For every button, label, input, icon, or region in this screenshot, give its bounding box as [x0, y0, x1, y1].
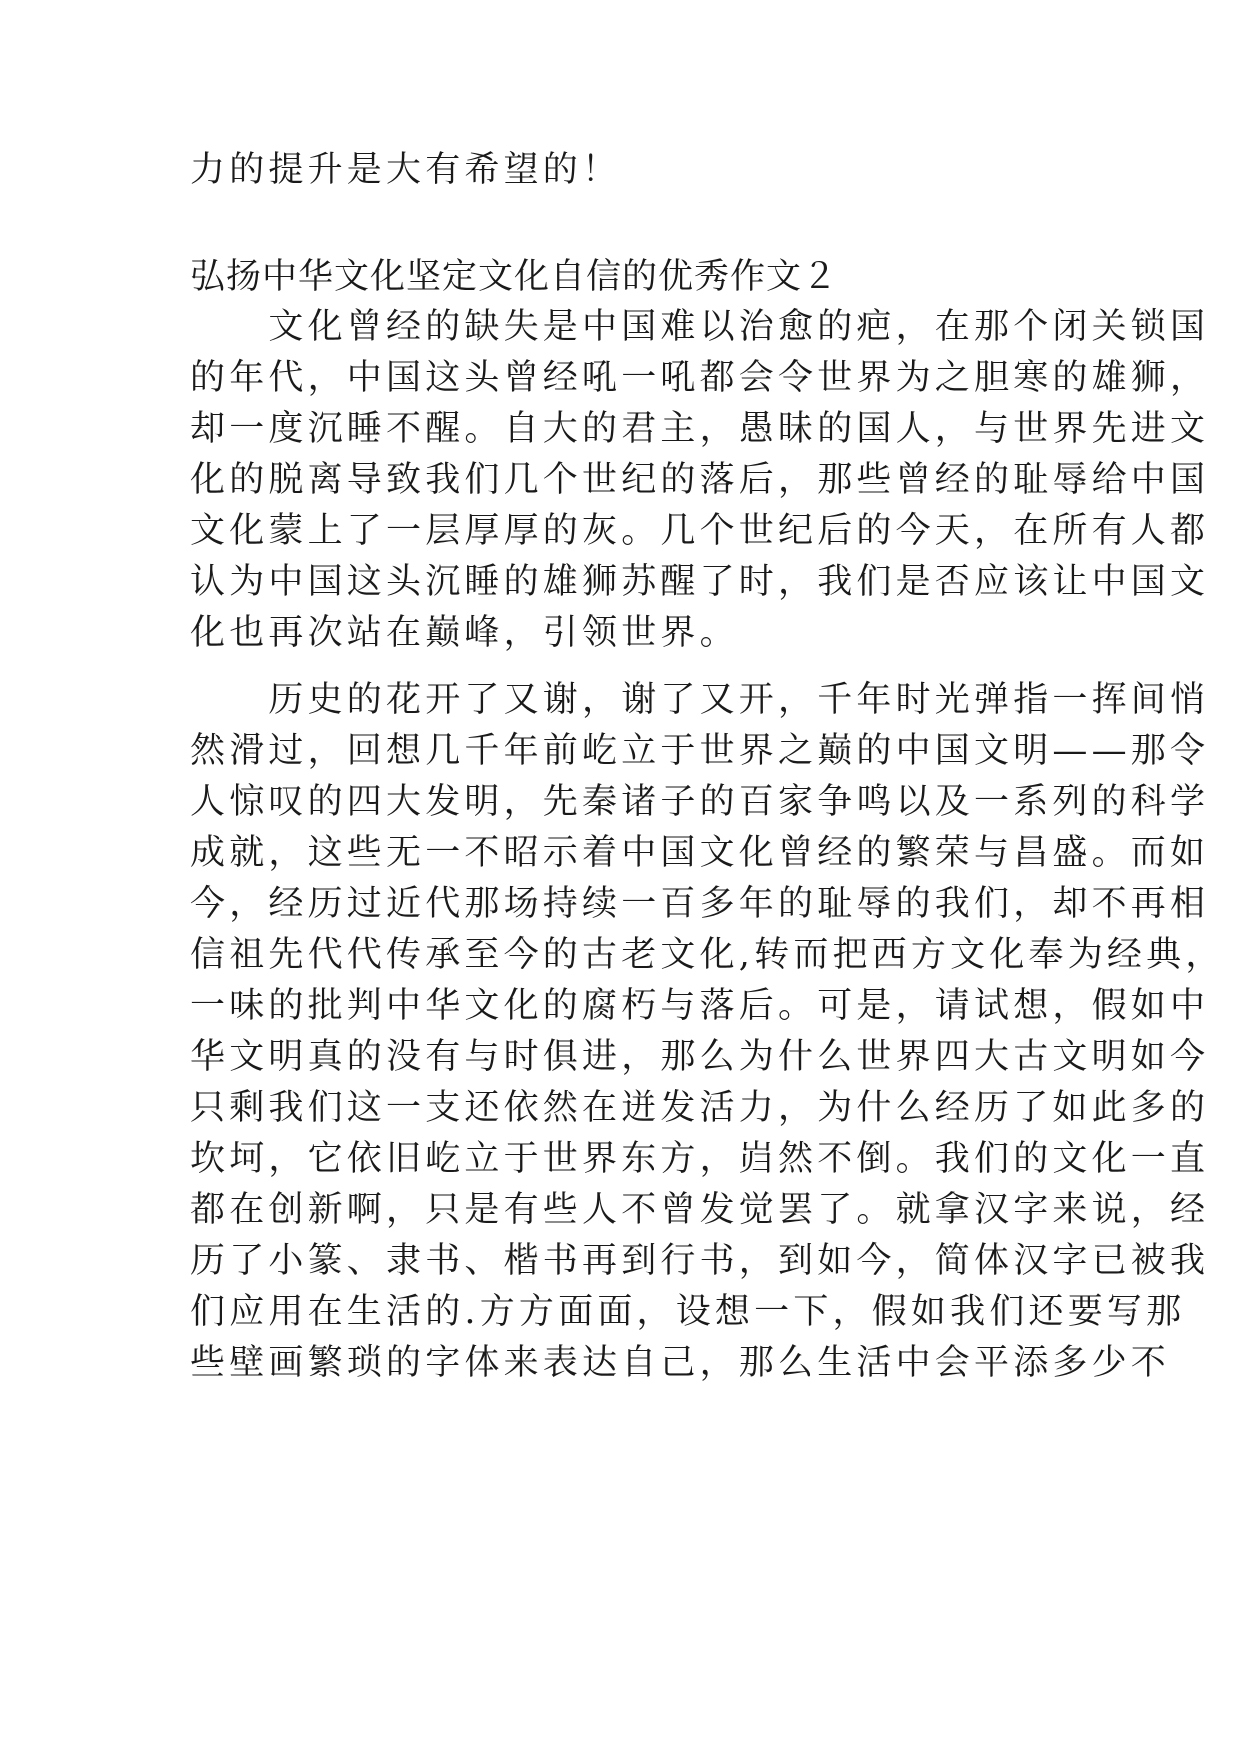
- paragraph-line: 历史的花开了又谢，谢了又开，千年时光弹指一挥间悄: [190, 680, 1210, 720]
- paragraph-line: 成就，这些无一不昭示着中国文化曾经的繁荣与昌盛。而如: [190, 833, 1210, 873]
- paragraph-line: 都在创新啊，只是有些人不曾发觉罢了。就拿汉字来说，经: [190, 1190, 1210, 1230]
- paragraph-line: 华文明真的没有与时俱进，那么为什么世界四大古文明如今: [190, 1037, 1210, 1077]
- paragraph-line: 文化蒙上了一层厚厚的灰。几个世纪后的今天，在所有人都: [190, 511, 1210, 551]
- essay-title: 弘扬中华文化坚定文化自信的优秀作文２: [190, 257, 839, 297]
- paragraph-line: 坎坷，它依旧屹立于世界东方，岿然不倒。我们的文化一直: [190, 1139, 1210, 1179]
- paragraph-line: 们应用在生活的.方方面面，设想一下，假如我们还要写那: [190, 1292, 1186, 1332]
- paragraph-line: 化也再次站在巅峰，引领世界。: [190, 613, 739, 653]
- paragraph-line: 信祖先代代传承至今的古老文化,转而把西方文化奉为经典，: [190, 935, 1225, 975]
- paragraph-line: 历了小篆、隶书、楷书再到行书，到如今，简体汉字已被我: [190, 1241, 1210, 1281]
- paragraph-line: 今，经历过近代那场持续一百多年的耻辱的我们，却不再相: [190, 884, 1210, 924]
- paragraph-line: 然滑过，回想几千年前屹立于世界之巅的中国文明——那令: [190, 731, 1210, 771]
- paragraph-line: 认为中国这头沉睡的雄狮苏醒了时，我们是否应该让中国文: [190, 562, 1210, 602]
- paragraph-line: 一味的批判中华文化的腐朽与落后。可是，请试想，假如中: [190, 986, 1210, 1026]
- opening-line: 力的提升是大有希望的！: [190, 150, 622, 190]
- paragraph-line: 化的脱离导致我们几个世纪的落后，那些曾经的耻辱给中国: [190, 460, 1210, 500]
- paragraph-line: 的年代，中国这头曾经吼一吼都会令世界为之胆寒的雄狮，: [190, 358, 1210, 398]
- paragraph-line: 人惊叹的四大发明，先秦诸子的百家争鸣以及一系列的科学: [190, 782, 1210, 822]
- paragraph-line: 文化曾经的缺失是中国难以治愈的疤，在那个闭关锁国: [190, 307, 1210, 347]
- paragraph-line: 却一度沉睡不醒。自大的君主，愚昧的国人，与世界先进文: [190, 409, 1210, 449]
- paragraph-line: 只剩我们这一支还依然在迸发活力，为什么经历了如此多的: [190, 1088, 1210, 1128]
- paragraph-line: 些壁画繁琐的字体来表达自己，那么生活中会平添多少不: [190, 1343, 1171, 1383]
